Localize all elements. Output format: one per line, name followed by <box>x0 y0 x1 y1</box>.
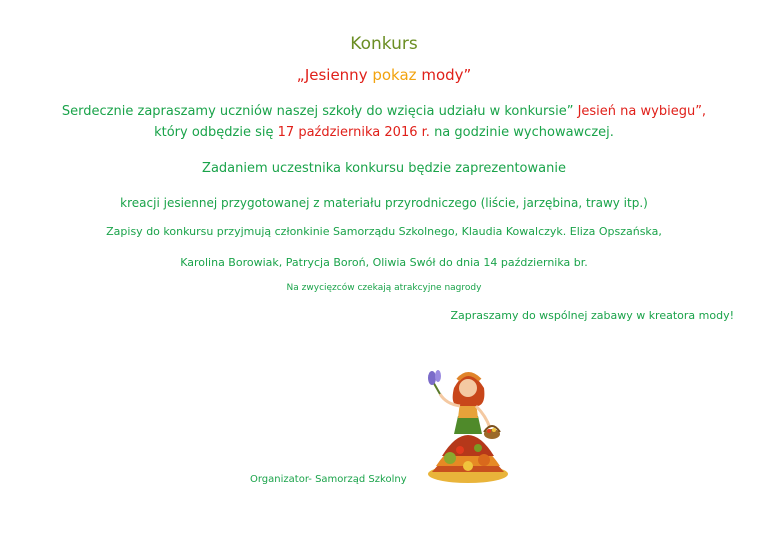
page-title: Konkurs <box>350 34 418 54</box>
subtitle-word-1: Jesienny <box>304 66 368 84</box>
signup-line-2: Karolina Borowiak, Patrycja Boroń, Oliwia Swół do dnia 14 października br. <box>180 256 588 269</box>
autumn-fashion-girl-illustration <box>422 358 514 486</box>
quote-open: „ <box>296 66 305 84</box>
contest-title-inline: Jesień na wybiegu <box>577 104 696 119</box>
signup-line-1: Zapisy do konkursu przyjmują członkinie Samorządu Szkolnego, Klaudia Kowalczyk. Eliza Opszańska, <box>106 225 662 238</box>
subtitle-word-3: mody <box>421 66 464 84</box>
date-line <box>0 125 768 140</box>
date-intro: który odbędzie się <box>154 125 274 140</box>
invitation-line <box>0 104 768 119</box>
quote-close: ” <box>463 66 472 84</box>
invitation-quote-end: ”, <box>695 104 707 119</box>
date-outro: na godzinie wychowawczej. <box>434 125 614 140</box>
contest-date: 17 października 2016 r. <box>277 125 430 140</box>
organizer: Organizator- Samorząd Szkolny <box>250 474 407 485</box>
invitation-text: Serdecznie zapraszamy uczniów naszej szkoły do wzięcia udziału w konkursie” <box>61 104 574 119</box>
contest-name <box>0 66 768 84</box>
prizes-line: Na zwycięzców czekają atrakcyjne nagrody <box>286 283 482 293</box>
task-line-1: Zadaniem uczestnika konkursu będzie zaprezentowanie <box>202 161 566 176</box>
task-line-2: kreacji jesiennej przygotowanej z materiału przyrodniczego (liście, jarzębina, trawy itp.) <box>120 196 648 210</box>
closing-invitation: Zapraszamy do wspólnej zabawy w kreatora mody! <box>450 309 734 322</box>
subtitle-word-2: pokaz <box>372 66 417 84</box>
